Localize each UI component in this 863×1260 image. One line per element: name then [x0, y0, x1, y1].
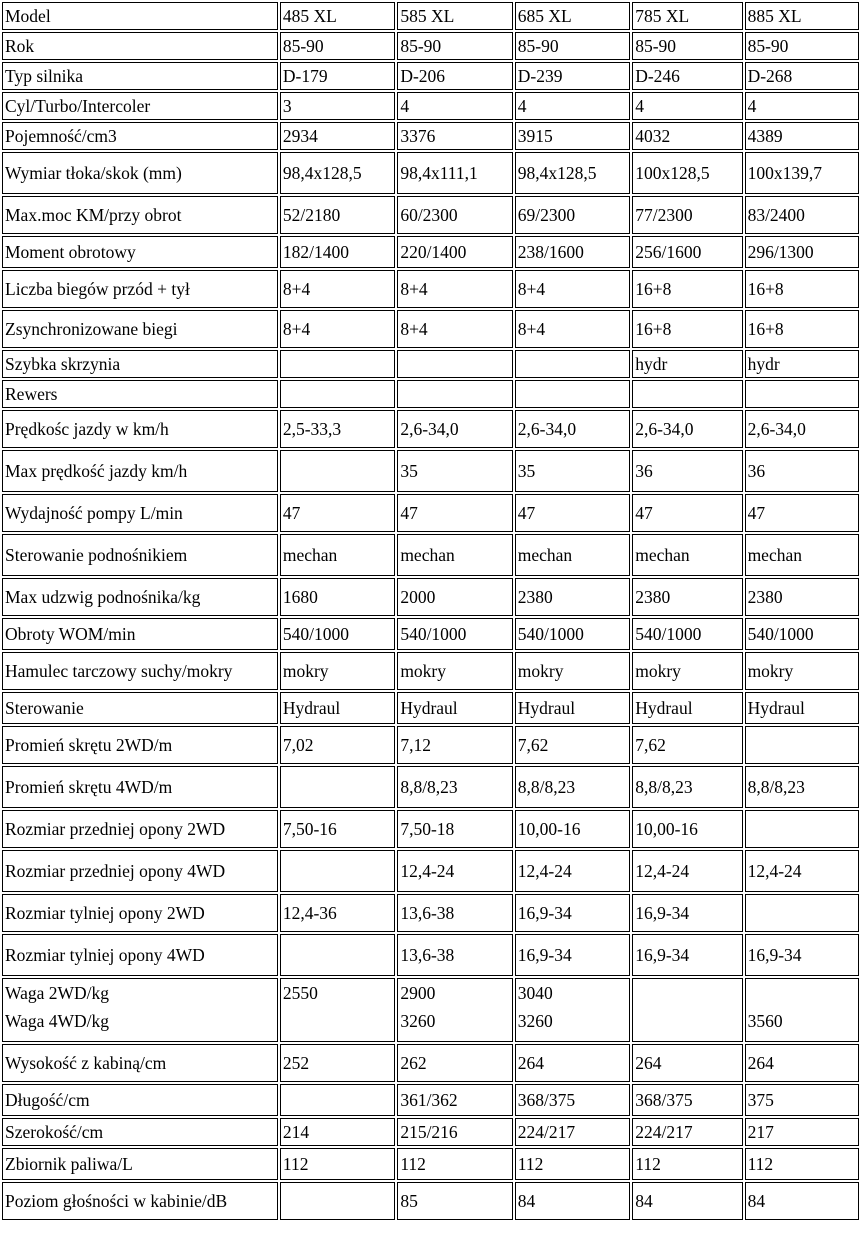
value-cell: 262 — [397, 1044, 512, 1082]
value-cell: 16,9-34 — [745, 934, 859, 976]
row-label-cell: Rozmiar tylniej opony 4WD — [2, 934, 278, 976]
table-row — [2, 726, 859, 764]
value-cell: mechan — [280, 534, 395, 576]
value-cell — [515, 380, 630, 408]
value-cell: 10,00-16 — [515, 810, 630, 848]
value-cell: 3 — [280, 92, 395, 120]
value-cell: 214 — [280, 1118, 395, 1146]
value-cell: 60/2300 — [397, 196, 512, 234]
value-cell — [632, 380, 742, 408]
value-cell: 84 — [632, 1182, 742, 1220]
value-cell: 540/1000 — [280, 618, 395, 650]
value-cell: mokry — [280, 652, 395, 690]
value-cell: 85-90 — [515, 32, 630, 60]
row-label-cell: Wydajność pompy L/min — [2, 494, 278, 532]
row-label-cell: Sterowanie podnośnikiem — [2, 534, 278, 576]
value-cell: 100x139,7 — [745, 152, 859, 194]
row-label-cell: Wymiar tłoka/skok (mm) — [2, 152, 278, 194]
value-cell: 2000 — [397, 578, 512, 616]
value-cell: 8+4 — [397, 310, 512, 348]
value-cell: 2380 — [745, 578, 859, 616]
value-cell: D-179 — [280, 62, 395, 90]
value-cell: 2934 — [280, 122, 395, 150]
value-cell: 16+8 — [745, 310, 859, 348]
value-cell — [745, 894, 859, 932]
value-cell: 2380 — [632, 578, 742, 616]
value-cell: Hydraul — [397, 692, 512, 724]
value-cell: 238/1600 — [515, 236, 630, 268]
value-cell: 98,4x128,5 — [280, 152, 395, 194]
value-cell: 540/1000 — [515, 618, 630, 650]
value-cell: hydr — [745, 350, 859, 378]
value-cell: 16+8 — [745, 270, 859, 308]
value-cell — [745, 726, 859, 764]
value-cell: 2550 — [280, 978, 395, 1042]
value-cell: 361/362 — [397, 1084, 512, 1116]
table-row — [2, 410, 859, 448]
value-cell: 85 — [397, 1182, 512, 1220]
value-cell — [280, 850, 395, 892]
table-row — [2, 652, 859, 690]
value-cell — [280, 1182, 395, 1220]
value-cell: 220/1400 — [397, 236, 512, 268]
value-cell: D-246 — [632, 62, 742, 90]
value-cell: 85-90 — [397, 32, 512, 60]
value-cell: 13,6-38 — [397, 894, 512, 932]
value-cell: 215/216 — [397, 1118, 512, 1146]
value-cell: 12,4-24 — [397, 850, 512, 892]
value-cell: 7,12 — [397, 726, 512, 764]
value-cell: 77/2300 — [632, 196, 742, 234]
value-cell: 3560 — [745, 978, 859, 1042]
row-label-cell: Waga 2WD/kg Waga 4WD/kg — [2, 978, 278, 1042]
value-cell: 3915 — [515, 122, 630, 150]
value-cell: 264 — [515, 1044, 630, 1082]
value-cell: mokry — [515, 652, 630, 690]
table-row — [2, 92, 859, 120]
value-cell: 83/2400 — [745, 196, 859, 234]
value-cell: 3040 3260 — [515, 978, 630, 1042]
value-cell: 368/375 — [632, 1084, 742, 1116]
value-cell: 16,9-34 — [632, 894, 742, 932]
value-cell: 112 — [745, 1148, 859, 1180]
row-label-cell: Szybka skrzynia — [2, 350, 278, 378]
value-cell: 224/217 — [632, 1118, 742, 1146]
value-cell: 12,4-24 — [632, 850, 742, 892]
table-row — [2, 692, 859, 724]
row-label-cell: Zbiornik paliwa/L — [2, 1148, 278, 1180]
table-row — [2, 1148, 859, 1180]
value-cell: 7,62 — [632, 726, 742, 764]
header-label-cell: Model — [2, 2, 278, 30]
value-cell: 8,8/8,23 — [397, 766, 512, 808]
model-header-cell: 485 XL — [280, 2, 395, 30]
table-row — [2, 62, 859, 90]
table-row — [2, 236, 859, 268]
table-row — [2, 196, 859, 234]
table-row — [2, 270, 859, 308]
row-label-cell: Rok — [2, 32, 278, 60]
model-header-cell: 785 XL — [632, 2, 742, 30]
value-cell — [745, 810, 859, 848]
value-cell: 10,00-16 — [632, 810, 742, 848]
row-label-cell: Promień skrętu 2WD/m — [2, 726, 278, 764]
value-cell: 4389 — [745, 122, 859, 150]
row-label-cell: Pojemność/cm3 — [2, 122, 278, 150]
value-cell — [280, 934, 395, 976]
table-row — [2, 894, 859, 932]
row-label-cell: Promień skrętu 4WD/m — [2, 766, 278, 808]
value-cell: D-206 — [397, 62, 512, 90]
value-cell: 4 — [515, 92, 630, 120]
row-label-cell: Max.moc KM/przy obrot — [2, 196, 278, 234]
value-cell: 2380 — [515, 578, 630, 616]
table-row — [2, 1182, 859, 1220]
value-cell: 7,50-16 — [280, 810, 395, 848]
value-cell: 8+4 — [515, 270, 630, 308]
value-cell: Hydraul — [280, 692, 395, 724]
table-row — [2, 1084, 859, 1116]
value-cell: 98,4x111,1 — [397, 152, 512, 194]
row-label-cell: Zsynchronizowane biegi — [2, 310, 278, 348]
value-cell — [280, 450, 395, 492]
value-cell: mechan — [397, 534, 512, 576]
value-cell: 8+4 — [280, 270, 395, 308]
row-label-cell: Sterowanie — [2, 692, 278, 724]
value-cell: 16+8 — [632, 270, 742, 308]
table-row — [2, 978, 859, 1042]
value-cell: 16,9-34 — [515, 894, 630, 932]
value-cell: mokry — [745, 652, 859, 690]
row-label-cell: Moment obrotowy — [2, 236, 278, 268]
value-cell: 12,4-24 — [745, 850, 859, 892]
value-cell: 4 — [632, 92, 742, 120]
value-cell: 182/1400 — [280, 236, 395, 268]
value-cell: Hydraul — [745, 692, 859, 724]
value-cell: 52/2180 — [280, 196, 395, 234]
value-cell: 47 — [397, 494, 512, 532]
value-cell: 2,6-34,0 — [515, 410, 630, 448]
table-row — [2, 32, 859, 60]
value-cell: 1680 — [280, 578, 395, 616]
value-cell: 2,6-34,0 — [397, 410, 512, 448]
row-label-cell: Rozmiar przedniej opony 4WD — [2, 850, 278, 892]
value-cell — [280, 350, 395, 378]
table-row — [2, 934, 859, 976]
row-label-cell: Hamulec tarczowy suchy/mokry — [2, 652, 278, 690]
value-cell: 540/1000 — [632, 618, 742, 650]
value-cell: D-239 — [515, 62, 630, 90]
value-cell — [515, 350, 630, 378]
row-label-cell: Rozmiar przedniej opony 2WD — [2, 810, 278, 848]
value-cell: 112 — [515, 1148, 630, 1180]
table-row — [2, 380, 859, 408]
value-cell: 47 — [632, 494, 742, 532]
value-cell: 368/375 — [515, 1084, 630, 1116]
value-cell: mechan — [515, 534, 630, 576]
value-cell: 47 — [745, 494, 859, 532]
value-cell: 8,8/8,23 — [515, 766, 630, 808]
value-cell: 7,02 — [280, 726, 395, 764]
row-label-cell: Długość/cm — [2, 1084, 278, 1116]
value-cell: 12,4-36 — [280, 894, 395, 932]
value-cell: hydr — [632, 350, 742, 378]
value-cell — [632, 978, 742, 1042]
value-cell: mechan — [745, 534, 859, 576]
value-cell — [745, 380, 859, 408]
value-cell: 47 — [515, 494, 630, 532]
value-cell: 2,6-34,0 — [632, 410, 742, 448]
table-row — [2, 618, 859, 650]
value-cell — [280, 1084, 395, 1116]
row-label-cell: Max udzwig podnośnika/kg — [2, 578, 278, 616]
value-cell — [397, 350, 512, 378]
table-row — [2, 810, 859, 848]
value-cell: 16+8 — [632, 310, 742, 348]
table-row — [2, 350, 859, 378]
value-cell: 8+4 — [280, 310, 395, 348]
value-cell: 217 — [745, 1118, 859, 1146]
value-cell: 375 — [745, 1084, 859, 1116]
value-cell — [397, 380, 512, 408]
row-label-cell: Rozmiar tylniej opony 2WD — [2, 894, 278, 932]
value-cell: mokry — [632, 652, 742, 690]
value-cell: 7,62 — [515, 726, 630, 764]
value-cell: 112 — [632, 1148, 742, 1180]
value-cell: 84 — [515, 1182, 630, 1220]
value-cell: 47 — [280, 494, 395, 532]
value-cell: 85-90 — [632, 32, 742, 60]
value-cell: 4 — [745, 92, 859, 120]
value-cell: 69/2300 — [515, 196, 630, 234]
model-header-cell: 585 XL — [397, 2, 512, 30]
table-row — [2, 152, 859, 194]
value-cell: 13,6-38 — [397, 934, 512, 976]
value-cell: 85-90 — [745, 32, 859, 60]
value-cell: 12,4-24 — [515, 850, 630, 892]
value-cell: 8,8/8,23 — [632, 766, 742, 808]
value-cell: 296/1300 — [745, 236, 859, 268]
value-cell: Hydraul — [632, 692, 742, 724]
table-row — [2, 494, 859, 532]
value-cell: 8+4 — [397, 270, 512, 308]
value-cell: 84 — [745, 1182, 859, 1220]
table-row — [2, 122, 859, 150]
value-cell: 264 — [745, 1044, 859, 1082]
value-cell: 2,6-34,0 — [745, 410, 859, 448]
value-cell: 256/1600 — [632, 236, 742, 268]
value-cell: 85-90 — [280, 32, 395, 60]
table-row — [2, 310, 859, 348]
value-cell: mokry — [397, 652, 512, 690]
value-cell: 35 — [397, 450, 512, 492]
value-cell: 540/1000 — [745, 618, 859, 650]
table-row — [2, 450, 859, 492]
value-cell: 252 — [280, 1044, 395, 1082]
value-cell: 7,50-18 — [397, 810, 512, 848]
model-header-cell: 885 XL — [745, 2, 859, 30]
value-cell: 2900 3260 — [397, 978, 512, 1042]
value-cell: 4 — [397, 92, 512, 120]
value-cell: D-268 — [745, 62, 859, 90]
row-label-cell: Poziom głośności w kabinie/dB — [2, 1182, 278, 1220]
value-cell: 112 — [397, 1148, 512, 1180]
table-row — [2, 1044, 859, 1082]
table-row — [2, 534, 859, 576]
row-label-cell: Typ silnika — [2, 62, 278, 90]
table-row — [2, 766, 859, 808]
value-cell: 8+4 — [515, 310, 630, 348]
value-cell: 264 — [632, 1044, 742, 1082]
row-label-cell: Rewers — [2, 380, 278, 408]
value-cell: 112 — [280, 1148, 395, 1180]
value-cell: 4032 — [632, 122, 742, 150]
value-cell: 16,9-34 — [515, 934, 630, 976]
table-header-row — [2, 2, 859, 30]
value-cell — [280, 380, 395, 408]
table-row — [2, 578, 859, 616]
model-header-cell: 685 XL — [515, 2, 630, 30]
value-cell: mechan — [632, 534, 742, 576]
row-label-cell: Max prędkość jazdy km/h — [2, 450, 278, 492]
table-row — [2, 1118, 859, 1146]
value-cell — [280, 766, 395, 808]
row-label-cell: Wysokość z kabiną/cm — [2, 1044, 278, 1082]
value-cell: 8,8/8,23 — [745, 766, 859, 808]
value-cell: 35 — [515, 450, 630, 492]
value-cell: 16,9-34 — [632, 934, 742, 976]
row-label-cell: Prędkośc jazdy w km/h — [2, 410, 278, 448]
value-cell: 36 — [745, 450, 859, 492]
row-label-cell: Cyl/Turbo/Intercoler — [2, 92, 278, 120]
value-cell: 540/1000 — [397, 618, 512, 650]
value-cell: 2,5-33,3 — [280, 410, 395, 448]
value-cell: Hydraul — [515, 692, 630, 724]
value-cell: 224/217 — [515, 1118, 630, 1146]
value-cell: 3376 — [397, 122, 512, 150]
row-label-cell: Obroty WOM/min — [2, 618, 278, 650]
row-label-cell: Liczba biegów przód + tył — [2, 270, 278, 308]
value-cell: 100x128,5 — [632, 152, 742, 194]
value-cell: 36 — [632, 450, 742, 492]
table-row — [2, 850, 859, 892]
row-label-cell: Szerokość/cm — [2, 1118, 278, 1146]
value-cell: 98,4x128,5 — [515, 152, 630, 194]
